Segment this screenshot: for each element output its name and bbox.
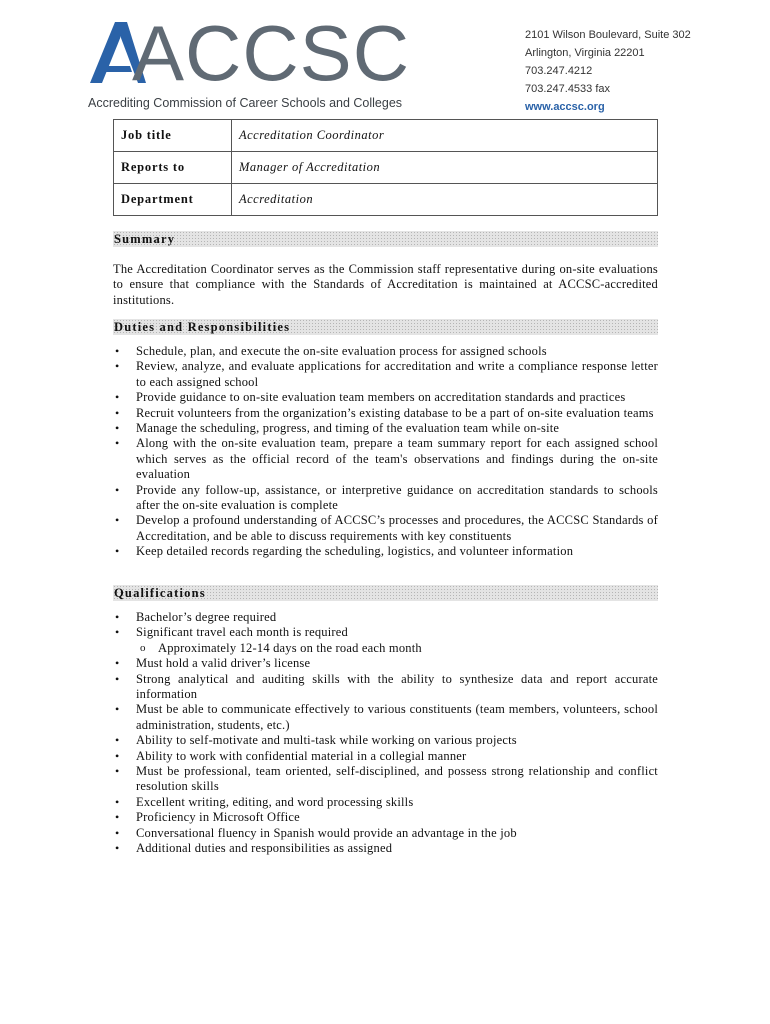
list-item: • Recruit volunteers from the organization’s existing database to be a part of on-site evaluation teams — [113, 406, 658, 421]
list-item: • Review, analyze, and evaluate applications for accreditation and write a compliance response letter to each assigned school — [113, 359, 658, 390]
duties-heading-text: Duties and Responsibilities — [114, 320, 291, 334]
accsc-logo — [88, 9, 411, 113]
summary-heading-text: Summary — [114, 232, 176, 246]
list-item: • Must be professional, team oriented, self-disciplined, and possess strong relationship and conflict resolution skills — [113, 764, 658, 795]
job-title-value: Accreditation Coordinator — [232, 120, 658, 152]
qualifications-heading — [113, 585, 658, 601]
summary-heading — [113, 231, 658, 247]
duties-heading — [113, 319, 658, 335]
list-item: • Ability to work with confidential material in a collegial manner — [113, 749, 658, 764]
list-item: • Provide any follow-up, assistance, or interpretive guidance on accreditation standards to schools after the on-site evaluation is complete — [113, 483, 658, 514]
list-item: • Additional duties and responsibilities as assigned — [113, 841, 658, 856]
duties-list — [113, 344, 658, 560]
list-item: • Must be able to communicate effectively to various constituents (team members, volunteers, school administration, students, etc.) — [113, 702, 658, 733]
summary-text: The Accreditation Coordinator serves as the Commission staff representative during on-site evaluations to ensure that compliance with the Standards of Accreditation is maintained at ACCSC-accredited institutions. — [113, 262, 658, 307]
job-title-label: Job title — [114, 120, 232, 152]
logo-wordmark: ACCSC — [132, 9, 411, 97]
list-item: • Along with the on-site evaluation team, prepare a team summary report for each assigned school which serves as the official record of the team's observations and findings during the on-site evaluation — [113, 436, 658, 482]
fax-number: 703.247.4533 fax — [525, 83, 611, 95]
list-item: • Manage the scheduling, progress, and timing of the evaluation team while on-site — [113, 421, 658, 436]
qualifications-heading-text: Qualifications — [114, 586, 206, 600]
department-label: Department — [114, 184, 232, 216]
list-item: • Provide guidance to on-site evaluation team members on accreditation standards and practices — [113, 390, 658, 405]
phone-number: 703.247.4212 — [525, 65, 593, 77]
list-item: • Proficiency in Microsoft Office — [113, 810, 658, 825]
list-subitem: o Approximately 12-14 days on the road each month — [113, 641, 658, 656]
list-item: • Ability to self-motivate and multi-task while working on various projects — [113, 733, 658, 748]
address-line-1: 2101 Wilson Boulevard, Suite 302 — [525, 29, 691, 41]
list-item: • Develop a profound understanding of ACCSC’s processes and procedures, the ACCSC Standards of Accreditation, and be able to discuss requirements with key constituents — [113, 513, 658, 544]
list-item: • Strong analytical and auditing skills with the ability to synthesize data and report accurate information — [113, 672, 658, 703]
logo-tagline: Accrediting Commission of Career Schools and Colleges — [88, 96, 403, 110]
address-line-2: Arlington, Virginia 22201 — [525, 47, 645, 59]
list-item: • Keep detailed records regarding the scheduling, logistics, and volunteer information — [113, 544, 658, 559]
list-item: • Must hold a valid driver’s license — [113, 656, 658, 671]
reports-to-label: Reports to — [114, 152, 232, 184]
table-row — [114, 184, 658, 216]
job-info-table — [113, 119, 658, 216]
list-item: • Significant travel each month is required — [113, 625, 658, 640]
list-item: • Bachelor’s degree required — [113, 610, 658, 625]
reports-to-value: Manager of Accreditation — [232, 152, 658, 184]
table-row — [114, 152, 658, 184]
contact-address-block — [525, 26, 691, 116]
list-item: • Conversational fluency in Spanish would provide an advantage in the job — [113, 826, 658, 841]
table-row — [114, 120, 658, 152]
department-value: Accreditation — [232, 184, 658, 216]
list-item: • Excellent writing, editing, and word processing skills — [113, 795, 658, 810]
website-link[interactable]: www.accsc.org — [525, 101, 605, 113]
qualifications-list — [113, 610, 658, 857]
list-item: • Schedule, plan, and execute the on-site evaluation process for assigned schools — [113, 344, 658, 359]
